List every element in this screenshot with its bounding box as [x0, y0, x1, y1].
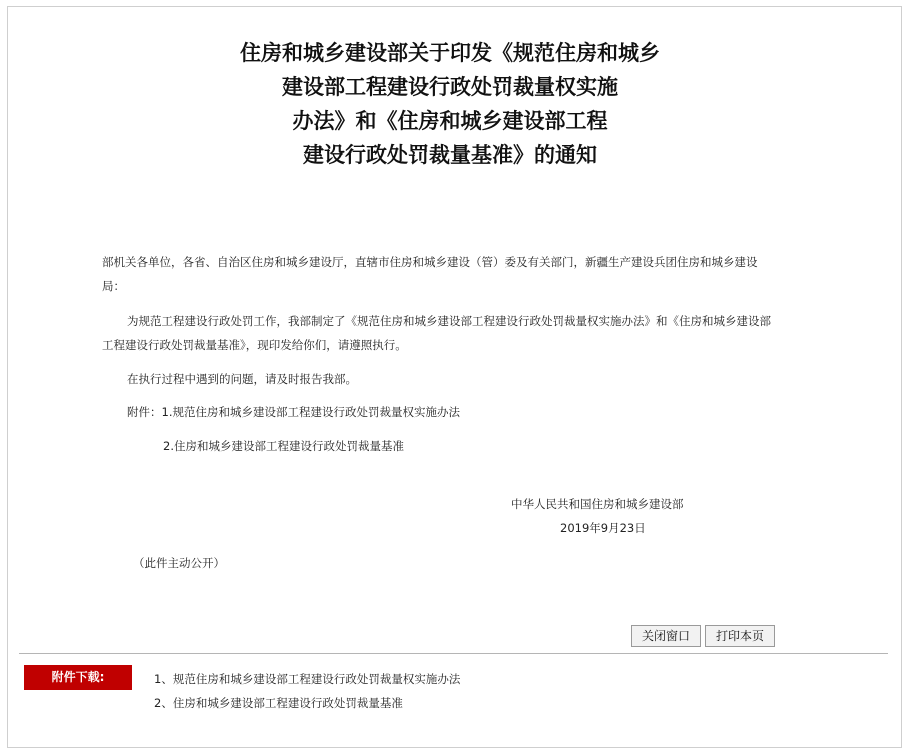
divider: [19, 653, 888, 654]
addressee-line: 部机关各单位，各省、自治区住房和城乡建设厅，直辖市住房和城乡建设（管）委及有关部门，新疆生产建设兵团住房和城乡建设: [102, 255, 758, 269]
body-paragraph-line: 工程建设行政处罚裁量基准》，现印发给你们，请遵照执行。: [102, 338, 407, 352]
attachment-line: 附件：1.规范住房和城乡建设部工程建设行政处罚裁量权实施办法: [127, 405, 460, 419]
body-paragraph-line: 为规范工程建设行政处罚工作，我部制定了《规范住房和城乡建设部工程建设行政处罚裁量权实施办法》和《住房和城乡建设部: [127, 314, 771, 328]
download-link[interactable]: 1、规范住房和城乡建设部工程建设行政处罚裁量权实施办法: [154, 672, 461, 686]
attachment-line: 2.住房和城乡建设部工程建设行政处罚裁量基准: [163, 439, 404, 453]
body-paragraph: 在执行过程中遇到的问题，请及时报告我部。: [127, 372, 357, 386]
signature-org: 中华人民共和国住房和城乡建设部: [511, 497, 684, 511]
download-link[interactable]: 2、住房和城乡建设部工程建设行政处罚裁量基准: [154, 696, 403, 710]
title-line: 住房和城乡建设部关于印发《规范住房和城乡: [240, 41, 660, 65]
attachment-download-label: 附件下载:: [24, 665, 132, 690]
title-line: 建设部工程建设行政处罚裁量权实施: [282, 75, 618, 99]
addressee-line: 局：: [102, 279, 125, 293]
signature-date: 2019年9月23日: [560, 521, 646, 535]
title-line: 建设行政处罚裁量基准》的通知: [303, 143, 597, 167]
public-note: （此件主动公开）: [133, 556, 225, 570]
close-window-button[interactable]: 关闭窗口: [631, 625, 701, 647]
document-title: [150, 36, 750, 172]
print-page-button[interactable]: 打印本页: [705, 625, 775, 647]
title-line: 办法》和《住房和城乡建设部工程: [292, 109, 608, 133]
